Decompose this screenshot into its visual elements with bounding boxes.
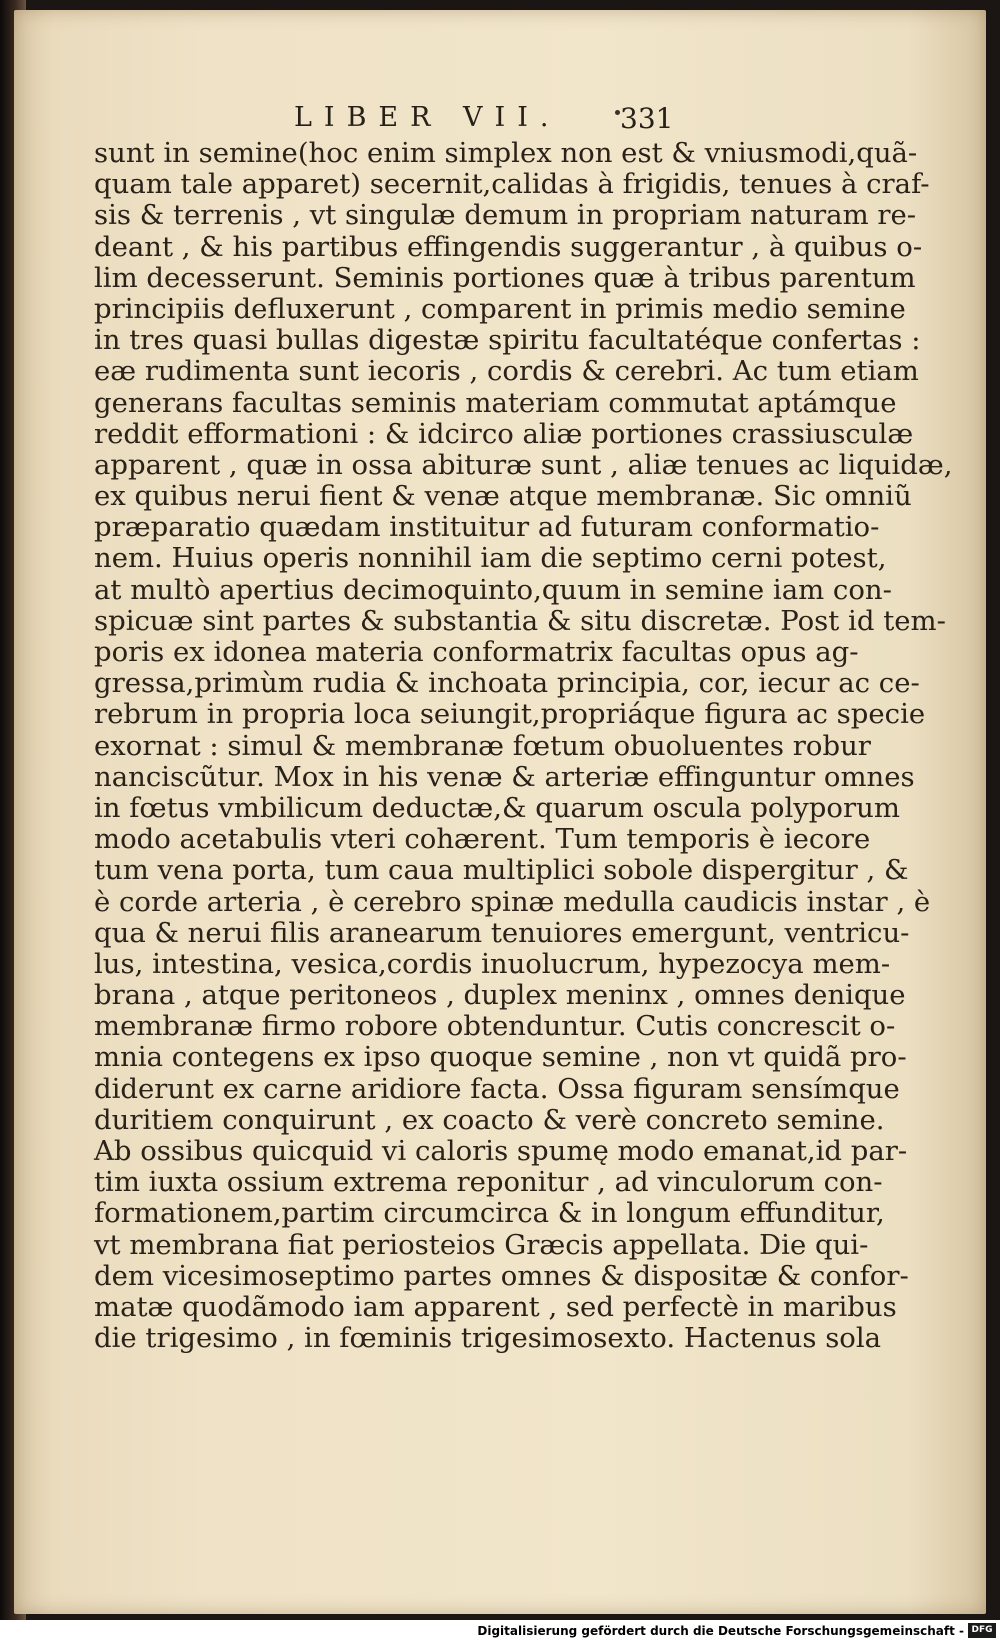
text-line: rebrum in propria loca seiungit,propriáque figura ac specie xyxy=(94,698,926,731)
text-line: gressa,primùm rudia & inchoata principia, cor, iecur ac ce- xyxy=(94,667,920,700)
text-line: vt membrana fiat periosteios Græcis appellata. Die qui- xyxy=(94,1228,869,1261)
text-line: Ab ossibus quicquid vi caloris spumę modo emanat,id par- xyxy=(94,1135,908,1167)
ink-dot xyxy=(615,110,620,115)
text-line: eæ rudimenta sunt iecoris , cordis & cerebri. Ac tum etiam xyxy=(94,355,919,388)
text-line: apparent , quæ in ossa abituræ sunt , aliæ tenues ac liquidæ, xyxy=(94,448,953,481)
text-line: spicuæ sint partes & substantia & situ discretæ. Post id tem- xyxy=(94,604,946,637)
text-line: at multò apertius decimoquinto,quum in semine iam con- xyxy=(94,573,892,606)
text-line: in tres quasi bullas digestæ spiritu facultatéque confertas : xyxy=(94,324,921,357)
text-line: ex quibus nerui fient & venæ atque membranæ. Sic omniũ xyxy=(94,480,912,513)
funding-credit: Digitalisierung gefördert durch die Deutsche Forschungsgemeinschaft - xyxy=(477,1624,964,1638)
footer-bar xyxy=(0,1620,1000,1643)
text-line: quam tale apparet) secernit,calidas à frigidis, tenues à craf- xyxy=(94,168,930,201)
text-line: membranæ firmo robore obtenduntur. Cutis concrescit o- xyxy=(94,1010,896,1043)
body-text xyxy=(94,137,953,1355)
text-line: principiis defluxerunt , comparent in primis medio semine xyxy=(94,292,906,325)
text-line: exornat : simul & membranæ fœtum obuoluentes robur xyxy=(94,729,871,762)
text-line: die trigesimo , in fœminis trigesimosexto. Hactenus sola xyxy=(94,1322,882,1355)
running-head: LIBER VII. xyxy=(294,102,561,133)
text-line: è corde arteria , è cerebro spinæ medulla caudicis instar , è xyxy=(94,885,931,918)
page-header xyxy=(14,102,986,142)
text-line: modo acetabulis vteri cohærent. Tum temporis è iecore xyxy=(94,823,871,856)
book-page xyxy=(14,10,986,1614)
text-line: duritiem conquirunt , ex coacto & verè concreto semine. xyxy=(94,1103,885,1136)
text-line: reddit efformationi : & idcirco aliæ portiones crassiusculæ xyxy=(94,417,914,450)
page-number: 331 xyxy=(620,102,674,135)
text-line: dem vicesimoseptimo partes omnes & dispositæ & confor- xyxy=(94,1259,909,1292)
text-line: sunt in semine(hoc enim simplex non est & vniusmodi,quã- xyxy=(94,137,918,169)
text-line: tim iuxta ossium extrema reponitur , ad vinculorum con- xyxy=(94,1166,883,1199)
text-line: in fœtus vmbilicum deductæ,& quarum oscula polyporum xyxy=(94,791,900,824)
text-line: lim decesserunt. Seminis portiones quæ à tribus parentum xyxy=(94,261,916,294)
text-line: sis & terrenis , vt singulæ demum in propriam naturam re- xyxy=(94,199,917,232)
text-line: nem. Huius operis nonnihil iam die septimo cerni potest, xyxy=(94,542,887,575)
text-line: lus, intestina, vesica,cordis inuolucrum, hypezocya mem- xyxy=(94,947,891,980)
text-line: poris ex idonea materia conformatrix facultas opus ag- xyxy=(94,636,859,668)
text-line: diderunt ex carne aridiore facta. Ossa figuram sensímque xyxy=(94,1072,900,1105)
text-line: formationem,partim circumcirca & in longum effunditur, xyxy=(94,1197,885,1230)
text-line: nanciscũtur. Mox in his venæ & arteriæ effinguntur omnes xyxy=(94,760,915,793)
text-line: deant , & his partibus effingendis suggerantur , à quibus o- xyxy=(94,230,923,263)
text-line: matæ quodãmodo iam apparent , sed perfectè in maribus xyxy=(94,1290,897,1323)
text-line: mnia contegens ex ipso quoque semine , non vt quidã pro- xyxy=(94,1041,907,1074)
text-line: tum vena porta, tum caua multiplici sobole dispergitur , & xyxy=(94,854,909,887)
text-line: brana , atque peritoneos , duplex meninx , omnes denique xyxy=(94,979,906,1012)
dfg-logo: DFG xyxy=(968,1623,996,1638)
text-line: præparatio quædam instituitur ad futuram conformatio- xyxy=(94,511,880,544)
text-line: qua & nerui filis aranearum tenuiores emergunt, ventricu- xyxy=(94,916,910,949)
text-line: generans facultas seminis materiam commutat aptámque xyxy=(94,386,897,419)
